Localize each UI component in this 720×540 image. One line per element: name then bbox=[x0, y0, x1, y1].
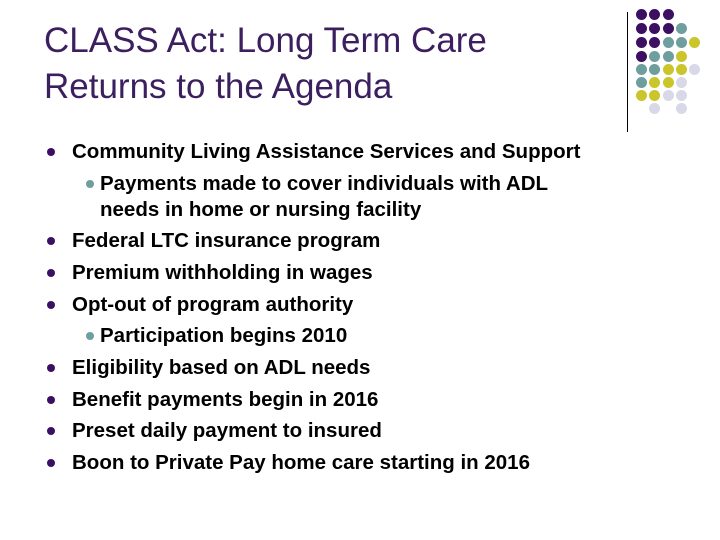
grid-dot bbox=[636, 23, 647, 34]
grid-dot bbox=[649, 103, 660, 114]
bullet-text: needs in home or nursing facility bbox=[100, 198, 422, 221]
grid-dot bbox=[676, 37, 687, 48]
grid-dot bbox=[676, 103, 687, 114]
bullet-text: Opt-out of program authority bbox=[72, 293, 354, 316]
bullet-text: Premium withholding in wages bbox=[72, 261, 373, 284]
title-line-1: CLASS Act: Long Term Care bbox=[44, 21, 487, 60]
bullet-icon bbox=[47, 237, 55, 245]
bullet-text: Community Living Assistance Services and Support bbox=[72, 140, 581, 163]
grid-dot bbox=[663, 90, 674, 101]
bullet-icon bbox=[86, 332, 94, 340]
bullet-text: Benefit payments begin in 2016 bbox=[72, 388, 379, 411]
grid-dot bbox=[649, 37, 660, 48]
grid-dot bbox=[649, 23, 660, 34]
decorative-divider bbox=[627, 12, 628, 132]
bullet-icon bbox=[47, 427, 55, 435]
grid-dot bbox=[663, 23, 674, 34]
grid-dot bbox=[676, 64, 687, 75]
grid-dot bbox=[676, 77, 687, 88]
grid-dot bbox=[663, 64, 674, 75]
slide-title bbox=[44, 18, 487, 110]
bullet-icon bbox=[47, 396, 55, 404]
grid-dot bbox=[636, 51, 647, 62]
bullet-text: Preset daily payment to insured bbox=[72, 419, 382, 442]
grid-dot bbox=[636, 77, 647, 88]
grid-dot bbox=[649, 51, 660, 62]
bullet-text: Federal LTC insurance program bbox=[72, 229, 381, 252]
grid-dot bbox=[689, 37, 700, 48]
bullet-icon bbox=[47, 301, 55, 309]
grid-dot bbox=[649, 90, 660, 101]
bullet-icon bbox=[47, 364, 55, 372]
grid-dot bbox=[649, 9, 660, 20]
grid-dot bbox=[636, 37, 647, 48]
grid-dot bbox=[649, 64, 660, 75]
bullet-text: Boon to Private Pay home care starting in 2016 bbox=[72, 451, 530, 474]
bullet-icon bbox=[47, 148, 55, 156]
grid-dot bbox=[636, 64, 647, 75]
grid-dot bbox=[663, 51, 674, 62]
bullet-text: Eligibility based on ADL needs bbox=[72, 356, 371, 379]
grid-dot bbox=[636, 90, 647, 101]
grid-dot bbox=[663, 9, 674, 20]
bullet-text: Payments made to cover individuals with ADL bbox=[100, 172, 549, 195]
grid-dot bbox=[689, 64, 700, 75]
grid-dot bbox=[676, 23, 687, 34]
grid-dot bbox=[663, 37, 674, 48]
grid-dot bbox=[636, 9, 647, 20]
title-line-2: Returns to the Agenda bbox=[44, 67, 393, 106]
bullet-icon bbox=[47, 459, 55, 467]
bullet-icon bbox=[86, 180, 94, 188]
bullet-text: Participation begins 2010 bbox=[100, 324, 348, 347]
grid-dot bbox=[649, 77, 660, 88]
bullet-icon bbox=[47, 269, 55, 277]
grid-dot bbox=[676, 51, 687, 62]
grid-dot bbox=[663, 77, 674, 88]
grid-dot bbox=[676, 90, 687, 101]
